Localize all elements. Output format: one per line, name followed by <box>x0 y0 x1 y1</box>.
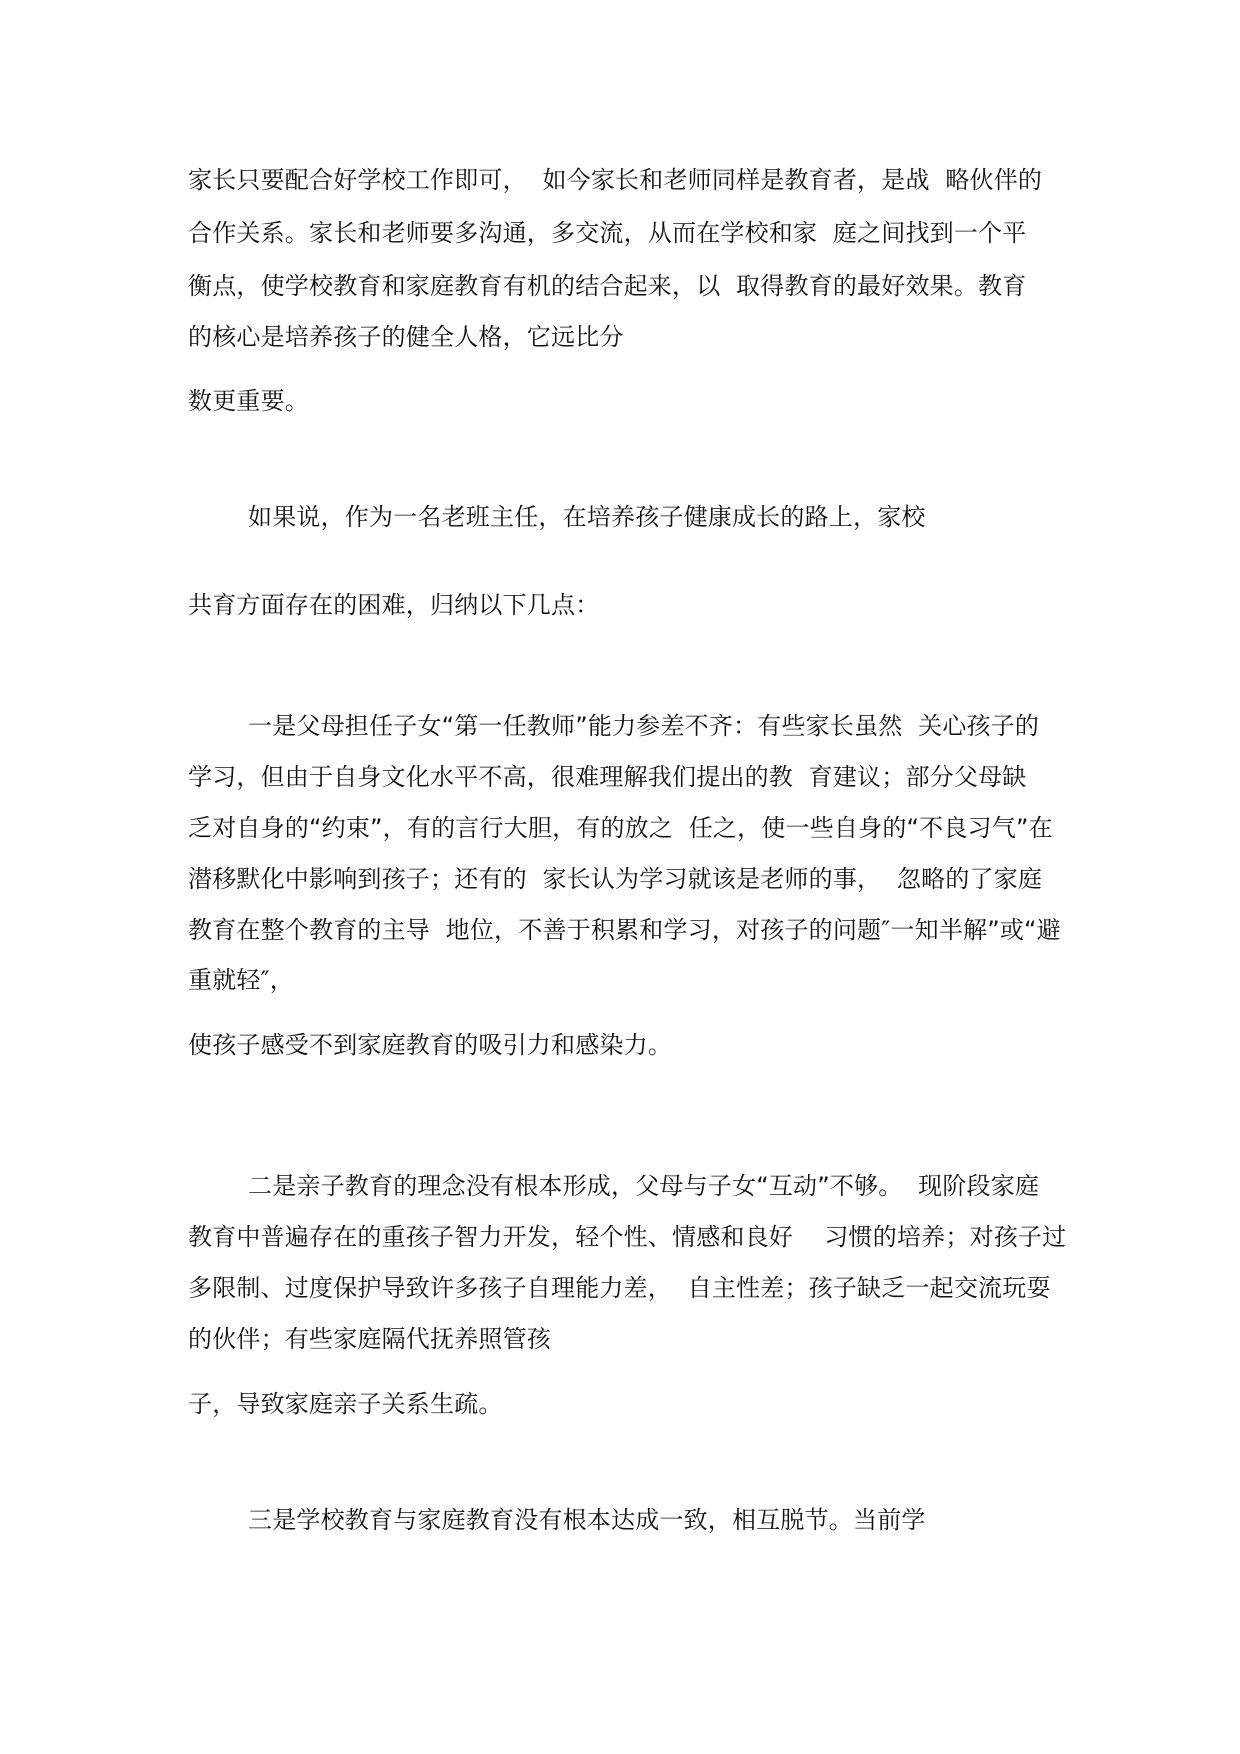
text-line: 使孩子感受不到家庭教育的吸引力和感染力。 <box>188 1031 672 1059</box>
text-line: 共育方面存在的困难，归纳以下几点： <box>188 591 600 619</box>
text-line: 学习，但由于自身文化水平不高，很难理解我们提出的教 育建议；部分父母缺 <box>188 763 1027 791</box>
text-line: 衡点，使学校教育和家庭教育有机的结合起来，以 取得教育的最好效果。教育 <box>188 272 1027 300</box>
text-line: 多限制、过度保护导致许多孩子自理能力差， 自主性差；孩子缺乏一起交流玩耍 <box>188 1274 1051 1302</box>
text-line: 三是学校教育与家庭教育没有根本达成一致，相互脱节。当前学 <box>248 1506 926 1534</box>
text-line: 乏对自身的“约束”，有的言行大胆，有的放之 任之，使一些自身的“不良习气”在 <box>188 814 1053 842</box>
text-line: 二是亲子教育的理念没有根本形成，父母与子女“互动”不够。 现阶段家庭 <box>248 1172 1040 1200</box>
text-line: 潜移默化中影响到孩子；还有的 家长认为学习就该是老师的事， 忽略的了家庭 <box>188 865 1043 893</box>
text-line: 教育中普遍存在的重孩子智力开发，轻个性、情感和良好 习惯的培养；对孩子过 <box>188 1223 1067 1251</box>
text-line: 子，导致家庭亲子关系生疏。 <box>188 1390 503 1418</box>
text-line: 的核心是培养孩子的健全人格，它远比分 <box>188 323 624 351</box>
text-line: 一是父母担任子女“第一任教师”能力参差不齐：有些家长虽然 关心孩子的 <box>248 712 1040 740</box>
text-line: 重就轻″， <box>188 966 294 994</box>
text-line: 的伙伴；有些家庭隔代抚养照管孩 <box>188 1325 551 1353</box>
text-line: 数更重要。 <box>188 387 309 415</box>
text-line: 如果说，作为一名老班主任，在培养孩子健康成长的路上，家校 <box>248 503 926 531</box>
text-line: 家长只要配合好学校工作即可， 如今家长和老师同样是教育者，是战 略伙伴的 <box>188 166 1043 194</box>
text-line: 合作关系。家长和老师要多沟通，多交流，从而在学校和家 庭之间找到一个平 <box>188 219 1027 247</box>
text-line: 教育在整个教育的主导 地位，不善于积累和学习，对孩子的问题″一知半解”或“避 <box>188 916 1061 944</box>
